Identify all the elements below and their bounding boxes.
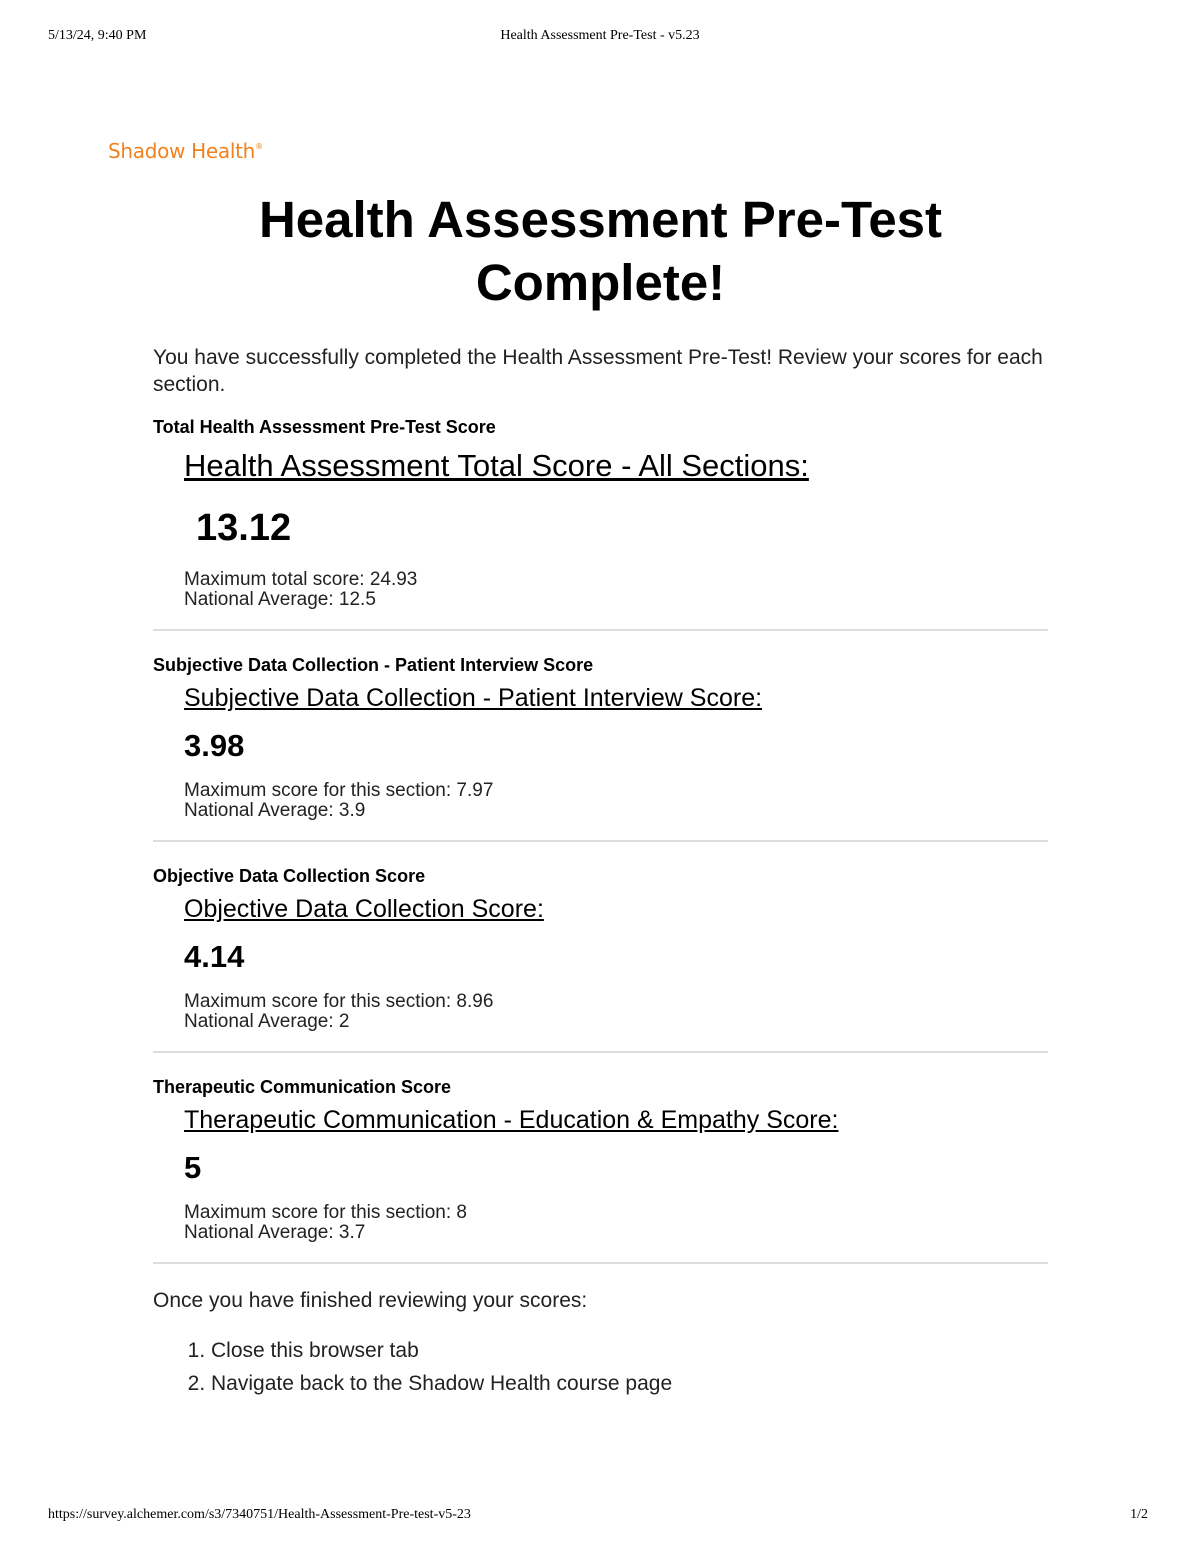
section-heading: Total Health Assessment Pre-Test Score bbox=[153, 417, 496, 437]
list-item: 1. Close this browser tab bbox=[211, 1334, 1048, 1367]
page-url: https://survey.alchemer.com/s3/7340751/Health-Assessment-Pre-test-v5-23 bbox=[48, 1507, 471, 1522]
page-number: 1/2 bbox=[1130, 1507, 1148, 1522]
section-heading: Therapeutic Communication Score bbox=[153, 1077, 452, 1097]
next-steps-list bbox=[153, 1334, 1048, 1400]
score-section-objective bbox=[153, 865, 1048, 1032]
score-value: 5 bbox=[184, 1150, 202, 1185]
score-title: Subjective Data Collection - Patient Interview Score: bbox=[184, 684, 763, 712]
print-doc-title: Health Assessment Pre-Test - v5.23 bbox=[500, 28, 700, 43]
score-value: 4.14 bbox=[184, 939, 245, 974]
logo-registered-mark: ® bbox=[255, 142, 263, 151]
section-divider bbox=[153, 1262, 1048, 1264]
score-section-subjective bbox=[153, 654, 1048, 821]
section-heading: Subjective Data Collection - Patient Interview Score bbox=[153, 655, 594, 675]
section-divider bbox=[153, 629, 1048, 631]
score-section-total bbox=[153, 416, 1048, 610]
print-footer bbox=[48, 1507, 1148, 1527]
score-title: Objective Data Collection Score: bbox=[184, 895, 544, 923]
max-score-text: Maximum score for this section: 8.96 bbox=[184, 991, 494, 1012]
national-average-text: National Average: 3.7 bbox=[184, 1222, 366, 1243]
score-block bbox=[184, 438, 1048, 610]
section-heading: Objective Data Collection Score bbox=[153, 866, 426, 886]
score-block bbox=[184, 676, 1048, 821]
score-title: Health Assessment Total Score - All Sections: bbox=[184, 448, 809, 483]
max-score-text: Maximum total score: 24.93 bbox=[184, 569, 418, 590]
score-value: 3.98 bbox=[184, 728, 245, 763]
score-block bbox=[184, 887, 1048, 1032]
score-section-therapeutic bbox=[153, 1076, 1048, 1243]
max-score-text: Maximum score for this section: 7.97 bbox=[184, 780, 494, 801]
score-block bbox=[184, 1098, 1048, 1243]
shadow-health-logo bbox=[108, 139, 263, 163]
main-content bbox=[153, 188, 1048, 1400]
outro-text: Once you have finished reviewing your scores: bbox=[153, 1289, 588, 1312]
intro-text: You have successfully completed the Health Assessment Pre-Test! Review your scores for each section. bbox=[153, 346, 1043, 396]
national-average-text: National Average: 3.9 bbox=[184, 800, 366, 821]
page-title: Health Assessment Pre-Test Complete! bbox=[258, 191, 943, 311]
national-average-text: National Average: 12.5 bbox=[184, 589, 376, 610]
logo-text: Shadow Health bbox=[108, 139, 256, 163]
national-average-text: National Average: 2 bbox=[184, 1011, 350, 1032]
print-date: 5/13/24, 9:40 PM bbox=[48, 28, 147, 43]
section-divider bbox=[153, 1051, 1048, 1053]
max-score-text: Maximum score for this section: 8 bbox=[184, 1202, 467, 1223]
list-item: 2. Navigate back to the Shadow Health course page bbox=[211, 1367, 1048, 1400]
score-value: 13.12 bbox=[196, 507, 292, 549]
score-title: Therapeutic Communication - Education & Empathy Score: bbox=[184, 1106, 839, 1134]
print-header bbox=[48, 28, 1152, 48]
section-divider bbox=[153, 840, 1048, 842]
